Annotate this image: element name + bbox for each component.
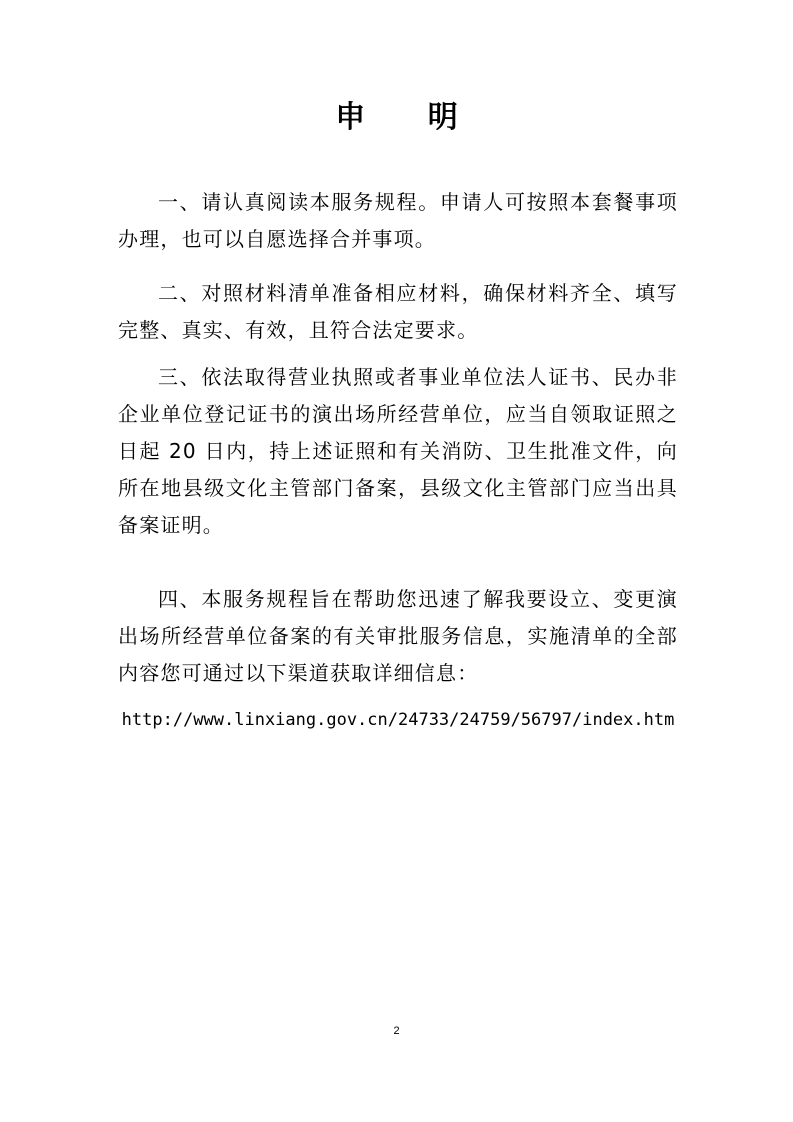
paragraph-1: 一、请认真阅读本服务规程。申请人可按照本套餐事项办理，也可以自愿选择合并事项。 [118,190,678,251]
page-number: 2 [393,1025,400,1037]
paragraph-3: 三、依法取得营业执照或者事业单位法人证书、民办非企业单位登记证书的演出场所经营单位，应当自领取证照之日起 20 日内，持上述证照和有关消防、卫生批准文件，向所在地县级文化主管部门备案，县级文化主管部门应当出具备案证明。 [118,365,678,537]
document-title: 申 明 [335,100,484,135]
info-url: http://www.linxiang.gov.cn/24733/24759/56797/index.htm [121,710,675,730]
paragraph-4: 四、本服务规程旨在帮助您迅速了解我要设立、变更演出场所经营单位备案的有关审批服务信息，实施清单的全部内容您可通过以下渠道获取详细信息： [118,587,678,685]
paragraph-2: 二、对照材料清单准备相应材料，确保材料齐全、填写完整、真实、有效，且符合法定要求。 [118,281,678,342]
